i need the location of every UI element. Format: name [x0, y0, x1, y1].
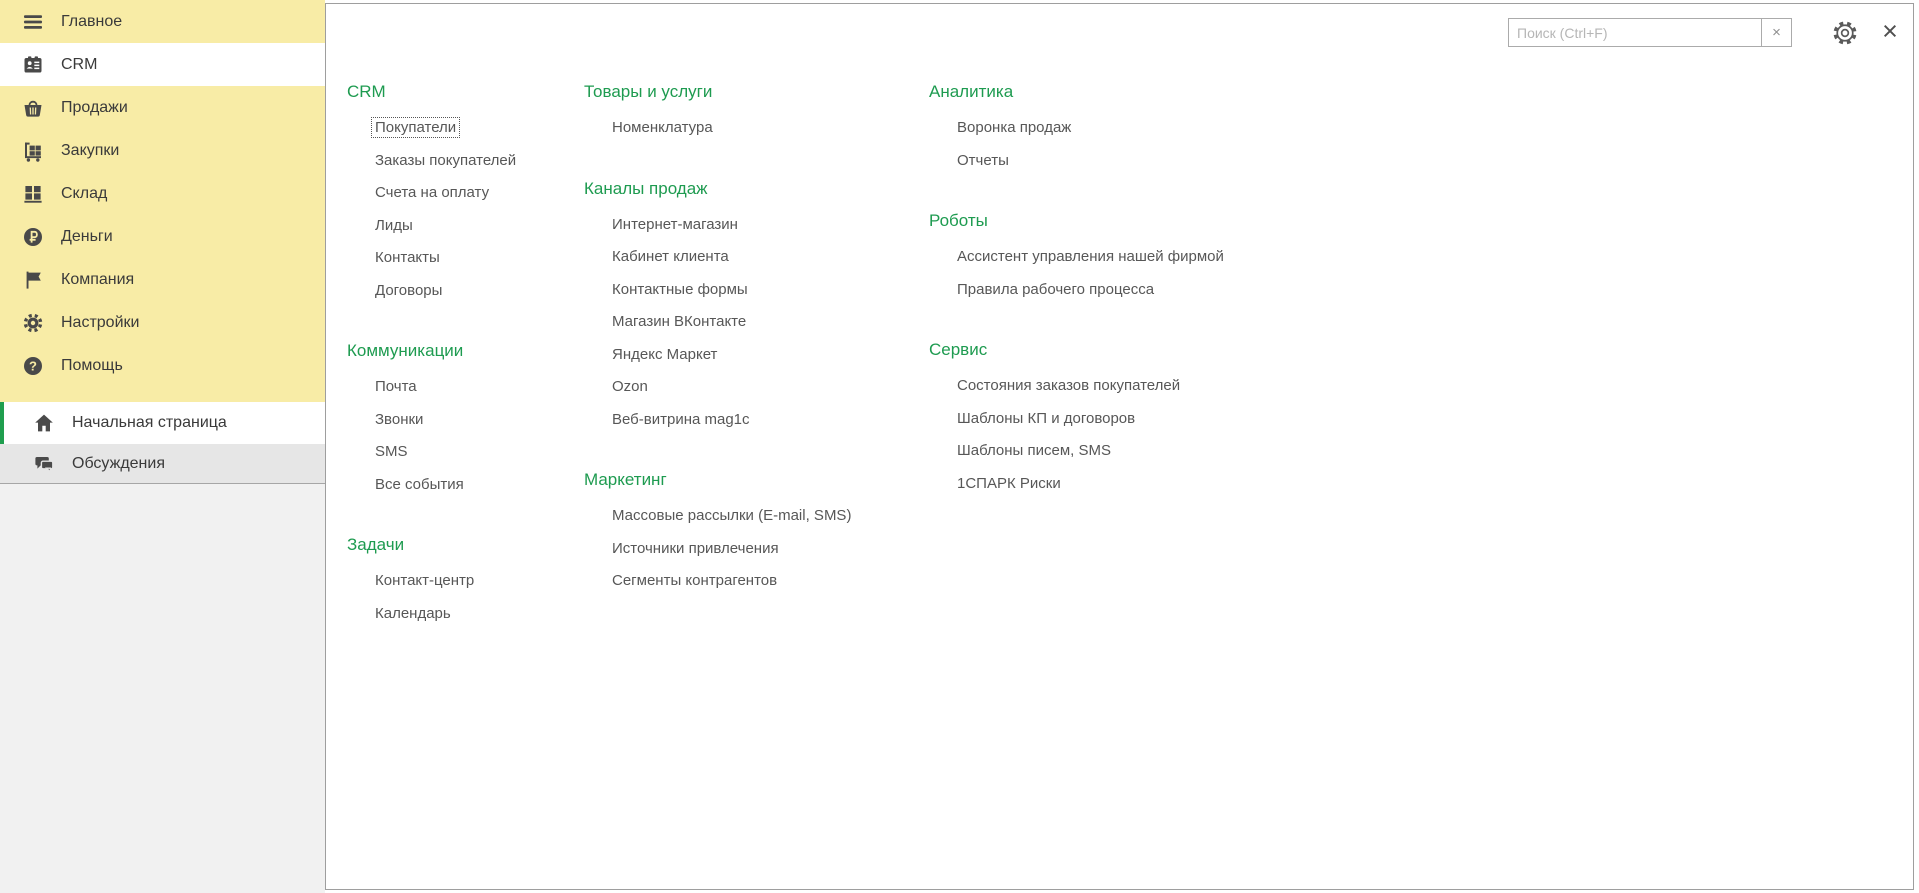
sidebar-item-crm[interactable] — [0, 43, 325, 86]
link-shablony-pisem-sms[interactable]: Шаблоны писем, SMS — [957, 442, 1111, 459]
sidebar-item-label: Главное — [61, 12, 123, 30]
search-box — [1508, 18, 1792, 47]
sidebar-item-sales[interactable] — [0, 86, 325, 129]
sidebar-item-label: Помощь — [61, 356, 123, 374]
link-dogovory[interactable]: Договоры — [375, 281, 443, 299]
link-magazin-vkontakte[interactable]: Магазин ВКонтакте — [612, 313, 747, 330]
link-yandeks-market[interactable]: Яндекс Маркет — [612, 345, 718, 363]
sidebar-item-discussions[interactable] — [0, 444, 325, 484]
sidebar-item-label: CRM — [61, 55, 98, 73]
search-clear-icon[interactable]: × — [1761, 19, 1791, 46]
money-ruble-icon — [21, 225, 45, 249]
sidebar-item-warehouse[interactable] — [0, 172, 325, 215]
link-istochniki-privlecheniya[interactable]: Источники привлечения — [612, 539, 779, 557]
sidebar-item-label: Закупки — [61, 141, 120, 159]
link-kabinet-klienta[interactable]: Кабинет клиента — [612, 248, 729, 265]
sidebar-item-label: Настройки — [61, 313, 140, 331]
link-ozon[interactable]: Ozon — [612, 378, 648, 395]
section-crm — [347, 82, 516, 307]
crm-function-menu-panel — [325, 3, 1914, 890]
link-voronka-prodazh[interactable]: Воронка продаж — [957, 119, 1072, 136]
link-massovye-rassylki[interactable]: Массовые рассылки (E-mail, SMS) — [612, 507, 852, 524]
close-icon[interactable]: × — [1882, 15, 1898, 46]
section-servis — [929, 340, 1224, 500]
link-zakazy-pokupatelej[interactable]: Заказы покупателей — [375, 151, 517, 169]
sidebar-item-label: Продажи — [61, 98, 128, 116]
help-icon — [21, 354, 45, 378]
link-pokupateli[interactable]: Покупатели — [375, 112, 516, 145]
section-title: Задачи — [347, 535, 405, 554]
link-assistent-upravleniya[interactable]: Ассистент управления нашей фирмой — [957, 248, 1224, 265]
section-title: Сервис — [929, 340, 988, 359]
warehouse-icon — [21, 182, 45, 206]
home-icon — [32, 411, 56, 435]
section-title: Роботы — [929, 211, 988, 230]
section-marketing — [584, 470, 851, 598]
sidebar-item-home-page[interactable] — [0, 402, 325, 444]
link-1spark-riski[interactable]: 1СПАРК Риски — [957, 474, 1061, 492]
section-roboty — [929, 211, 1224, 306]
company-flag-icon — [21, 268, 45, 292]
section-tovary-i-uslugi — [584, 82, 851, 145]
sidebar-item-label: Начальная страница — [72, 414, 227, 431]
link-sms[interactable]: SMS — [375, 443, 408, 460]
section-title: Аналитика — [929, 82, 1014, 101]
link-shablony-kp-i-dogovorov[interactable]: Шаблоны КП и договоров — [957, 409, 1136, 427]
sidebar-main-sections — [0, 0, 325, 402]
menu-icon — [21, 10, 45, 34]
sidebar-item-main[interactable] — [0, 0, 325, 43]
link-scheta-na-oplatu[interactable]: Счета на оплату — [375, 184, 490, 201]
link-segmenty-kontragentov[interactable]: Сегменты контрагентов — [612, 572, 778, 589]
sidebar-item-label: Склад — [61, 184, 108, 202]
section-kommunikacii — [347, 341, 516, 501]
section-title: Товары и услуги — [584, 82, 713, 101]
section-title: CRM — [347, 82, 386, 101]
sidebar-item-money[interactable] — [0, 215, 325, 258]
link-nomenklatura[interactable]: Номенклатура — [612, 119, 713, 136]
discussions-chat-icon — [32, 452, 56, 476]
settings-gear-outline-icon[interactable] — [1831, 19, 1859, 47]
link-veb-vitrina-mag1c[interactable]: Веб-витрина mag1c — [612, 410, 750, 428]
sales-basket-icon — [21, 96, 45, 120]
link-kontakty[interactable]: Контакты — [375, 249, 440, 266]
sidebar-item-label: Деньги — [61, 227, 113, 245]
sidebar-item-label: Обсуждения — [72, 454, 165, 472]
purchases-cart-icon — [21, 139, 45, 163]
section-analitika — [929, 82, 1224, 177]
section-zadachi — [347, 535, 516, 630]
link-kalendar[interactable]: Календарь — [375, 604, 451, 622]
section-title: Коммуникации — [347, 341, 464, 360]
menu-column-1 — [347, 82, 516, 664]
link-lidy[interactable]: Лиды — [375, 216, 413, 234]
sidebar-item-help[interactable] — [0, 344, 325, 387]
link-internet-magazin[interactable]: Интернет-магазин — [612, 215, 738, 233]
link-pravila-rabochego-processa[interactable]: Правила рабочего процесса — [957, 280, 1155, 298]
link-kontaktnye-formy[interactable]: Контактные формы — [612, 280, 748, 298]
link-zvonki[interactable]: Звонки — [375, 410, 424, 428]
sidebar-item-purchases[interactable] — [0, 129, 325, 172]
link-kontakt-centr[interactable]: Контакт-центр — [375, 572, 475, 589]
sidebar-item-label: Компания — [61, 270, 135, 288]
search-input[interactable] — [1509, 19, 1761, 46]
sidebar-item-settings[interactable] — [0, 301, 325, 344]
settings-gear-icon — [21, 311, 45, 335]
menu-column-2 — [584, 82, 851, 632]
section-title: Каналы продаж — [584, 178, 708, 198]
menu-column-3 — [929, 82, 1224, 534]
crm-contacts-icon — [21, 53, 45, 77]
svg-text:?: ? — [29, 358, 37, 374]
section-title: Маркетинг — [584, 470, 667, 489]
link-vse-sobytiya[interactable]: Все события — [375, 475, 464, 493]
section-kanaly-prodazh — [584, 179, 851, 437]
link-sostoyaniya-zakazov[interactable]: Состояния заказов покупателей — [957, 377, 1181, 394]
sidebar-item-company[interactable] — [0, 258, 325, 301]
link-otchety[interactable]: Отчеты — [957, 151, 1009, 169]
sidebar — [0, 0, 325, 893]
link-pochta[interactable]: Почта — [375, 378, 417, 395]
